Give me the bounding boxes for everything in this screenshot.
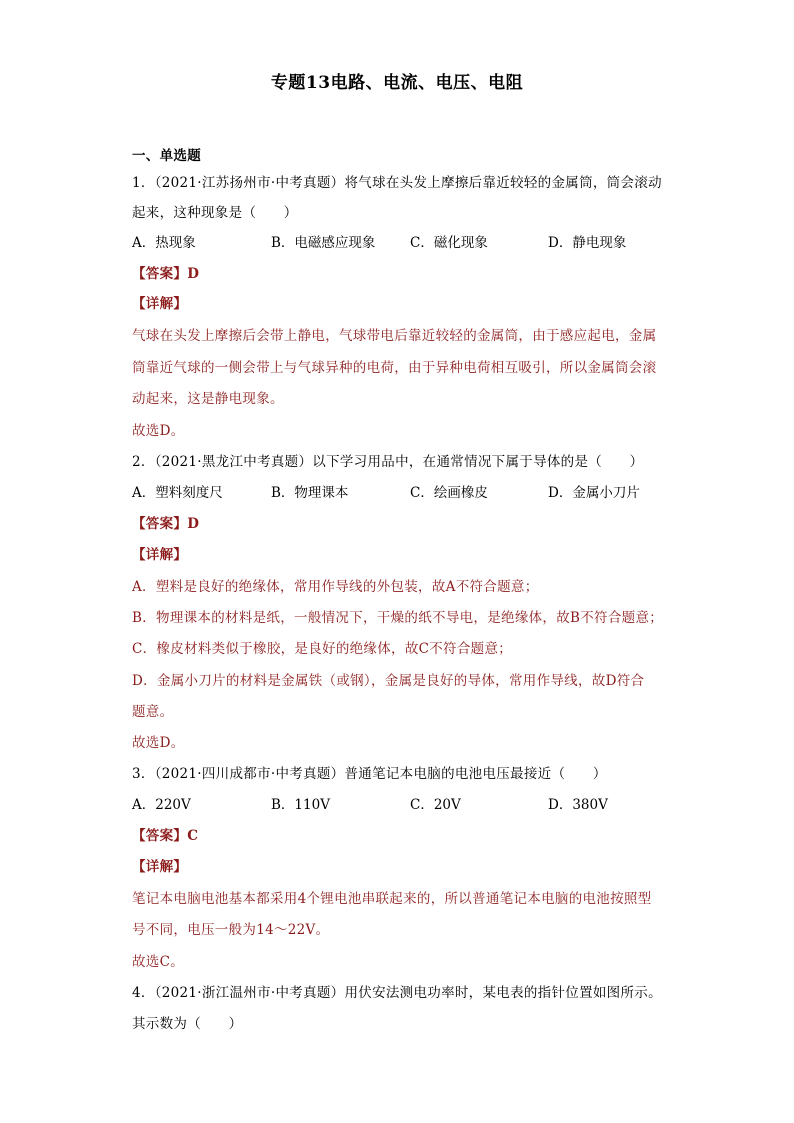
q3-stem-line1: 3．（2021·四川成都市·中考真题）普通笔记本电脑的电池电压最接近（ ）: [132, 766, 607, 782]
q2-detail-line2: B．物理课本的材料是纸，一般情况下，干燥的纸不导电，是绝缘体，故B不符合题意；: [132, 610, 664, 626]
q1-option-c: C．磁化现象: [410, 235, 488, 251]
q4-stem-line2: 其示数为（ ）: [132, 1016, 243, 1032]
q1-option-d: D．静电现象: [548, 235, 627, 251]
q2-detail-line1: A．塑料是良好的绝缘体，常用作导线的外包装，故A不符合题意；: [132, 579, 539, 595]
section-heading: 一、单选题: [132, 148, 201, 164]
q3-detail-line2: 号不同，电压一般为14～22V。: [132, 922, 330, 938]
q1-answer: 【答案】D: [132, 266, 200, 282]
q3-option-a: A．220V: [132, 797, 191, 813]
q3-detail-line1: 笔记本电脑电池基本都采用4个锂电池串联起来的，所以普通笔记本电脑的电池按照型: [132, 891, 652, 907]
q2-option-b: B．物理课本: [271, 485, 349, 501]
q3-conclusion: 故选C。: [132, 954, 185, 970]
q3-option-b: B．110V: [271, 797, 330, 813]
q2-detail-line4: D．金属小刀片的材料是金属铁（或钢），金属是良好的导体，常用作导线，故D符合: [132, 673, 645, 689]
q2-stem-line1: 2．（2021·黑龙江中考真题）以下学习用品中，在通常情况下属于导体的是（ ）: [132, 454, 644, 470]
q3-answer: 【答案】C: [132, 828, 199, 844]
q1-detail-line1: 气球在头发上摩擦后会带上静电，气球带电后靠近较轻的金属筒，由于感应起电，金属: [132, 328, 657, 344]
q2-option-d: D．金属小刀片: [548, 485, 640, 501]
q1-detail-label: 【详解】: [132, 296, 188, 312]
q2-detail-line3: C．橡皮材料类似于橡胶，是良好的绝缘体，故C不符合题意；: [132, 641, 513, 657]
q3-options: [132, 795, 672, 815]
page-title: 专题13电路、电流、电压、电阻: [270, 73, 524, 93]
q1-conclusion: 故选D。: [132, 423, 185, 439]
q3-detail-label: 【详解】: [132, 859, 188, 875]
q2-option-c: C．绘画橡皮: [410, 485, 488, 501]
q2-detail-label: 【详解】: [132, 547, 188, 563]
q2-options: [132, 483, 672, 503]
q2-conclusion: 故选D。: [132, 735, 185, 751]
q1-detail-line3: 动起来，这是静电现象。: [132, 391, 284, 407]
q1-options: [132, 233, 672, 253]
q1-detail-line2: 筒靠近气球的一侧会带上与气球异种的电荷，由于异种电荷相互吸引，所以金属筒会滚: [132, 360, 657, 376]
q1-option-a: A．热现象: [132, 235, 196, 251]
q4-stem-line1: 4．（2021·浙江温州市·中考真题）用伏安法测电功率时，某电表的指针位置如图所示。: [132, 985, 662, 1001]
q1-option-b: B．电磁感应现象: [271, 235, 376, 251]
q1-stem-line2: 起来，这种现象是（ ）: [132, 205, 298, 221]
q3-option-d: D．380V: [548, 797, 608, 813]
q3-option-c: C．20V: [410, 797, 461, 813]
q2-answer: 【答案】D: [132, 516, 200, 532]
q2-detail-line5: 题意。: [132, 704, 174, 720]
q1-stem-line1: 1．（2021·江苏扬州市·中考真题）将气球在头发上摩擦后靠近较轻的金属筒，筒会滚动: [132, 175, 662, 191]
q2-option-a: A．塑料刻度尺: [132, 485, 223, 501]
